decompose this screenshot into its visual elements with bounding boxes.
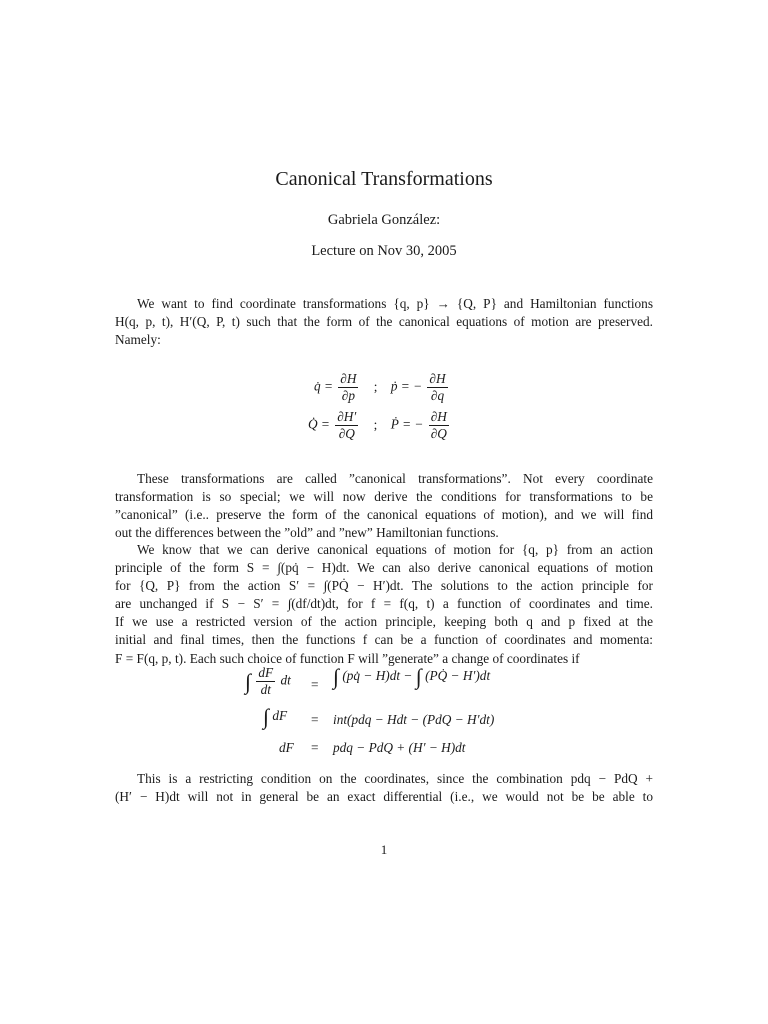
paragraph-restriction	[115, 770, 653, 806]
fraction-numerator: ∂H	[340, 371, 357, 386]
fraction-numerator: ∂H	[429, 371, 446, 386]
fraction-denominator: ∂Q	[338, 426, 355, 441]
text-line: We know that we can derive canonical equations of motion for {q, p} from an action	[137, 542, 653, 557]
equation-row-1-rhs	[333, 666, 490, 688]
text-line: These transformations are called ”canonical transformations”. Not every coordinate	[137, 471, 653, 486]
text-line: are unchanged if S − S′ = ∫(df/dt)dt, for f = f(q, t) a function of coordinates and time.	[115, 596, 653, 612]
document-title: Canonical Transformations	[275, 168, 493, 190]
equals-sign: =	[311, 677, 319, 692]
equation-row-qp	[314, 372, 450, 403]
integral-sign: ∫	[415, 664, 422, 689]
eq-lhs: Ṗ = −	[390, 416, 424, 432]
page-number: 1	[380, 842, 388, 857]
text-line: ”canonical” (i.e.. preserve the form of the canonical equations of motion), and we will find	[115, 507, 653, 523]
text-line: (H′ − H)dt will not in general be an exact differential (i.e., we would not be be able to	[115, 789, 653, 805]
equals-sign: =	[311, 740, 319, 755]
eq-lhs: ṗ = −	[390, 378, 423, 394]
document-author: Gabriela González:	[327, 212, 441, 228]
text-line: This is a restricting condition on the coordinates, since the combination pdq − PdQ +	[137, 771, 653, 786]
eq-lhs: dF	[272, 708, 288, 724]
text-line: Namely:	[115, 332, 161, 348]
eq-rhs: (pq̇ − H)dt −	[342, 668, 413, 684]
eq-rhs: pdq − PdQ + (H′ − H)dt	[333, 740, 466, 755]
equation-row-1	[245, 666, 291, 697]
fraction-numerator: dF	[258, 665, 274, 680]
text-line: for {Q, P} from the action S′ = ∫(PQ̇ − H′)dt. The solutions to the action principle for	[115, 578, 653, 594]
text-line: principle of the form S = ∫(pq̇ − H)dt. We can also derive canonical equations of motion	[115, 560, 653, 576]
text-line: If we use a restricted version of the action principle, keeping both q and p fixed at the	[115, 614, 653, 630]
fraction-denominator: ∂p	[341, 388, 355, 403]
eq-rhs: int(pdq − Hdt − (PdQ − H′dt)	[333, 712, 495, 727]
separator: ;	[373, 416, 378, 432]
fraction-denominator: ∂q	[430, 388, 445, 403]
paragraph-action-principle	[115, 541, 653, 668]
fraction	[256, 666, 275, 697]
fraction	[427, 372, 447, 403]
eq-lhs: Q̇ =	[308, 416, 330, 432]
integral-sign: ∫	[263, 704, 270, 729]
equation-row-2	[263, 706, 287, 728]
text-line: initial and final times, then the functions f can be a function of coordinates and momenta:	[115, 632, 653, 648]
paragraph-intro	[115, 295, 653, 349]
eq-rhs: (PQ̇ − H′)dt	[425, 668, 491, 684]
text-line: We want to find coordinate transformations {q, p} → {Q, P} and Hamiltonian functions	[137, 296, 653, 311]
integral-sign: ∫	[245, 668, 252, 694]
eq-lhs: q̇ =	[314, 378, 333, 394]
fraction-numerator: ∂H′	[337, 409, 357, 424]
fraction-denominator: dt	[260, 682, 271, 697]
equation-row-QP	[308, 410, 451, 441]
canonical-equations	[300, 370, 480, 450]
fraction	[338, 372, 358, 403]
eq-lhs: dF	[279, 740, 294, 755]
fraction-denominator: ∂Q	[430, 426, 447, 441]
separator: ;	[373, 378, 378, 394]
text-line: H(q, p, t), H′(Q, P, t) such that the form of the canonical equations of motion are preserved.	[115, 314, 653, 330]
fraction	[429, 410, 449, 441]
equals-sign: =	[311, 712, 319, 727]
text-line: transformation is so special; we will now derive the conditions for transformations to be	[115, 489, 653, 505]
text-line: out the differences between the ”old” and ”new” Hamiltonian functions.	[115, 525, 499, 541]
fraction	[335, 410, 358, 441]
eq-lhs-suffix: dt	[280, 672, 291, 688]
fraction-numerator: ∂H	[430, 409, 447, 424]
generating-function-equations	[245, 666, 545, 766]
text-line: F = F(q, p, t). Each such choice of function F will ”generate” a change of coordinates if	[115, 650, 580, 666]
paragraph-definition	[115, 470, 653, 542]
lecture-date: Lecture on Nov 30, 2005	[311, 243, 457, 259]
integral-sign: ∫	[333, 664, 340, 689]
